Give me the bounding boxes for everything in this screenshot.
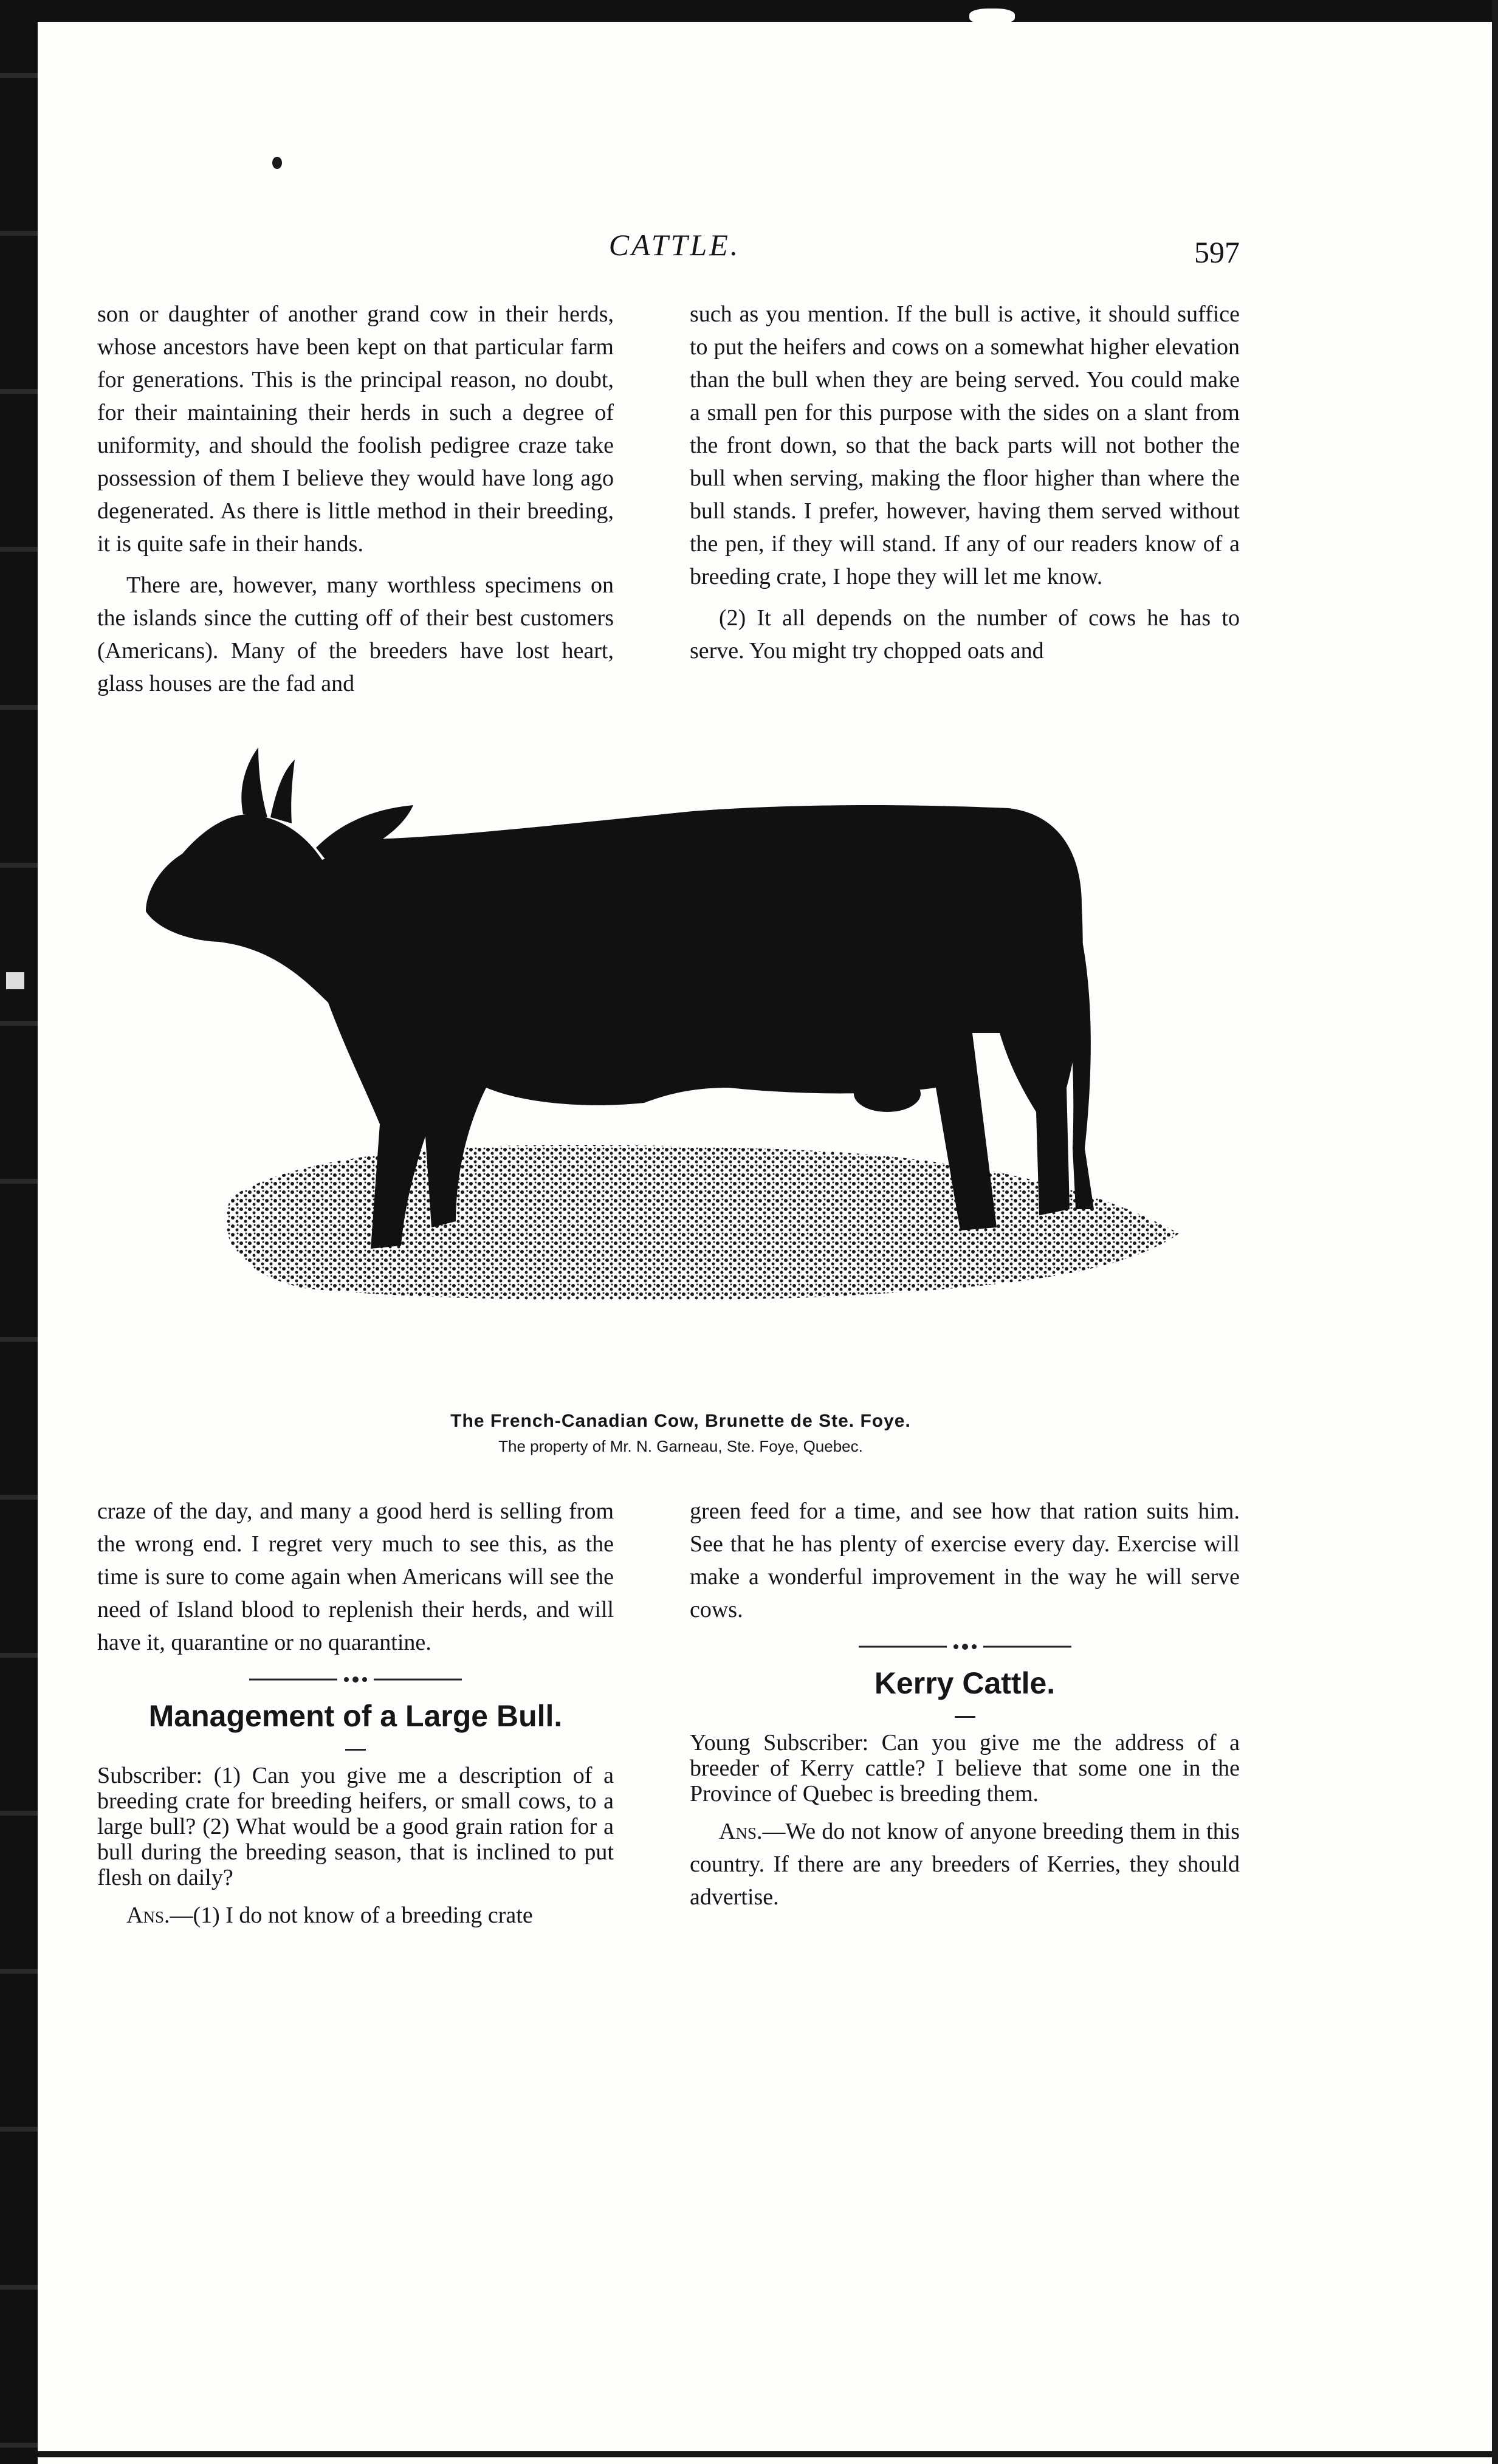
answer-paragraph [690, 1815, 1240, 1913]
section-divider [859, 1642, 1071, 1652]
figure-caption-title: The French-Canadian Cow, Brunette de Ste. Foye. [450, 1411, 911, 1431]
heading-rule [955, 1716, 975, 1718]
paragraph: There are, however, many worthless specimens on the islands since the cutting off of their best customers (Americans). Many of the breeders have lost heart, glass houses are the fad and [97, 572, 614, 696]
column-bottom-right [690, 1495, 1240, 1913]
cow-udder [854, 1076, 921, 1112]
scan-border-bottom [38, 2451, 1498, 2457]
reader-question: Young Subscriber: Can you give me the address of a breeder of Kerry cattle? I believe that some one in the Province of Quebec is breeding them. [690, 1730, 1240, 1807]
scan-notch [969, 9, 1015, 24]
paragraph: (2) It all depends on the number of cows he has to serve. You might try chopped oats and [690, 605, 1240, 664]
answer-label: Ans. [719, 1819, 763, 1844]
scan-border-right [1492, 0, 1498, 2464]
cow-horn [241, 747, 267, 817]
column-top-right [690, 298, 1240, 667]
answer-label: Ans. [126, 1903, 170, 1928]
answer-paragraph [97, 1899, 614, 1932]
scan-border-left [0, 0, 38, 2464]
paragraph: son or daughter of another grand cow in their herds, whose ancestors have been kept on that particular farm for generations. This is the principal reason, no doubt, for their maintaining their herds in such a degree of uniformity, and should the foolish pedigree craze take possession of them I believe they would have long ago degenerated. As there is little method in their breeding, it is quite safe in their hands. [97, 301, 614, 557]
paragraph: such as you mention. If the bull is active, it should suffice to put the heifers and cows on a somewhat higher elevation than the bull when they are being served. You could make a small pen for this purpose with the sides on a slant from the front down, so that the back parts will not bother the bull when serving, making the floor higher than where the bull stands. I prefer, however, having them served without the pen, if they will stand. If any of our readers know of a breeding crate, I hope they will let me know. [690, 301, 1240, 589]
column-top-left [97, 298, 614, 700]
answer-text: —(1) I do not know of a breeding crate [170, 1903, 533, 1928]
paragraph: green feed for a time, and see how that ration suits him. See that he has plenty of exercise every day. Exercise will make a wonderful improvement in the way he will serve cows. [690, 1498, 1240, 1622]
cow-illustration [146, 747, 1215, 1373]
section-divider [249, 1675, 462, 1684]
scan-strip [6, 972, 24, 989]
figure-caption-subtitle: The property of Mr. N. Garneau, Ste. Foye, Quebec. [498, 1437, 863, 1455]
page-number: 597 [1194, 235, 1240, 269]
answer-text: —We do not know of anyone breeding them in this country. If there are any breeders of Kerries, they should advertise. [690, 1819, 1240, 1910]
heading-rule [345, 1749, 366, 1751]
column-bottom-left [97, 1495, 614, 1932]
running-head: CATTLE. [608, 228, 741, 262]
reader-question: Subscriber: (1) Can you give me a description of a breeding crate for breeding heifers, or small cows, to a large bull? (2) What would be a good grain ration for a bull during the breeding season, that is inclined to put flesh on daily? [97, 1763, 614, 1890]
scan-border-top [0, 0, 1498, 22]
paragraph: craze of the day, and many a good herd is selling from the wrong end. I regret very much to see this, as the time is sure to come again when Americans will see the need of Island blood to replenish their herds, and will have it, quarantine or no quarantine. [97, 1498, 614, 1655]
section-heading: Management of a Large Bull. [148, 1699, 563, 1733]
ink-speck [272, 157, 282, 169]
section-heading: Kerry Cattle. [874, 1666, 1056, 1700]
cow-horn [270, 760, 295, 823]
ground-shadow [226, 1145, 1179, 1300]
